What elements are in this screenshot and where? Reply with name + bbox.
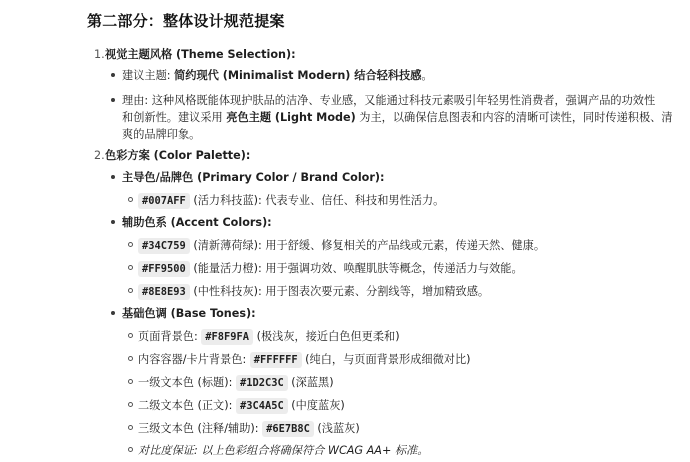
base-tone-item (138, 371, 334, 395)
bullet-icon (128, 447, 133, 452)
base-tone-item (138, 325, 400, 349)
bullet-icon (128, 425, 133, 430)
accent-color-item (138, 280, 489, 304)
bullet-icon (128, 288, 133, 293)
reason-text: 和创新性。建议采用 (122, 111, 227, 124)
primary-color-title: 主导色/品牌色 (Primary Color / Brand Color): (122, 171, 385, 184)
bullet-icon (128, 197, 133, 202)
color-description: (极浅灰，接近白色但更柔和) (253, 330, 400, 343)
color-code: #8E8E93 (138, 284, 190, 300)
color-code: #6E7B8C (262, 421, 314, 437)
primary-color-item (138, 189, 444, 213)
base-tone-item (138, 348, 471, 372)
bullet-icon (128, 265, 133, 270)
bullet-icon (111, 220, 115, 224)
color-description: (纯白，与页面背景形成细微对比) (301, 353, 471, 366)
color-code: #34C759 (138, 238, 190, 254)
color-code: #F8F9FA (201, 329, 253, 345)
color-palette-title: 色彩方案 (Color Palette): (105, 149, 251, 162)
punctuation: 。 (421, 69, 433, 82)
base-tone-label: 三级文本色 (注释/辅助): (138, 422, 263, 435)
bullet-icon (111, 73, 115, 77)
base-tone-item (138, 417, 360, 441)
color-code: #3C4A5C (236, 398, 288, 414)
bullet-icon (128, 242, 133, 247)
reason-line-1: 理由: 这种风格既能体现护肤品的洁净、专业感，又能通过科技元素吸引年轻男性消费者，强调产品的功效性 (122, 94, 656, 107)
reason-text: 为主，以确保信息图表和内容的清晰可读性，同时传递积极、清 (355, 111, 673, 124)
reason-line-2 (122, 106, 673, 129)
color-code: #007AFF (138, 193, 190, 209)
color-description: (清新薄荷绿): 用于舒缓、修复相关的产品线或元素，传递天然、健康。 (189, 239, 546, 252)
base-tone-label: 内容容器/卡片背景色: (138, 353, 250, 366)
color-description: (活力科技蓝): 代表专业、信任、科技和男性活力。 (189, 194, 445, 207)
contrast-note: 对比度保证: 以上色彩组合将确保符合 WCAG AA+ 标准。 (138, 444, 429, 457)
accent-color-item (138, 257, 523, 281)
theme-selection-title: 视觉主题风格 (Theme Selection): (105, 48, 296, 61)
suggested-theme-value: 简约现代 (Minimalist Modern) 结合轻科技感 (174, 69, 422, 82)
color-description: (中性科技灰): 用于图表次要元素、分割线等，增加精致感。 (189, 285, 490, 298)
color-description: (深蓝黑) (287, 376, 334, 389)
base-tones-title: 基础色调 (Base Tones): (122, 307, 256, 320)
suggested-theme-label: 建议主题: (122, 69, 175, 82)
color-code: #FF9500 (138, 261, 190, 277)
bullet-icon (128, 402, 133, 407)
base-tone-label: 一级文本色 (标题): (138, 376, 236, 389)
bullet-icon (111, 311, 115, 315)
bullet-icon (128, 356, 133, 361)
base-tone-item (138, 394, 345, 418)
color-description: (能量活力橙): 用于强调功效、唤醒肌肤等概念，传递活力与效能。 (189, 262, 523, 275)
section-heading: 第二部分：整体设计规范提案 (87, 12, 285, 30)
color-description: (中度蓝灰) (287, 399, 345, 412)
base-tone-label: 二级文本色 (正文): (138, 399, 236, 412)
suggested-theme (122, 64, 433, 87)
color-code: #1D2C3C (236, 375, 288, 391)
base-tone-label: 页面背景色: (138, 330, 202, 343)
bullet-icon (128, 379, 133, 384)
color-code: #FFFFFF (250, 352, 302, 368)
list-number: 1. (94, 48, 105, 61)
accent-colors-title: 辅助色系 (Accent Colors): (122, 216, 272, 229)
bullet-icon (128, 333, 133, 338)
bullet-icon (111, 98, 115, 102)
bullet-icon (111, 175, 115, 179)
color-description: (浅蓝灰) (313, 422, 360, 435)
list-number: 2. (94, 149, 105, 162)
reason-line-3: 爽的品牌印象。 (122, 128, 201, 141)
accent-color-item (138, 234, 545, 258)
light-mode-label: 亮色主题 (Light Mode) (226, 111, 356, 124)
